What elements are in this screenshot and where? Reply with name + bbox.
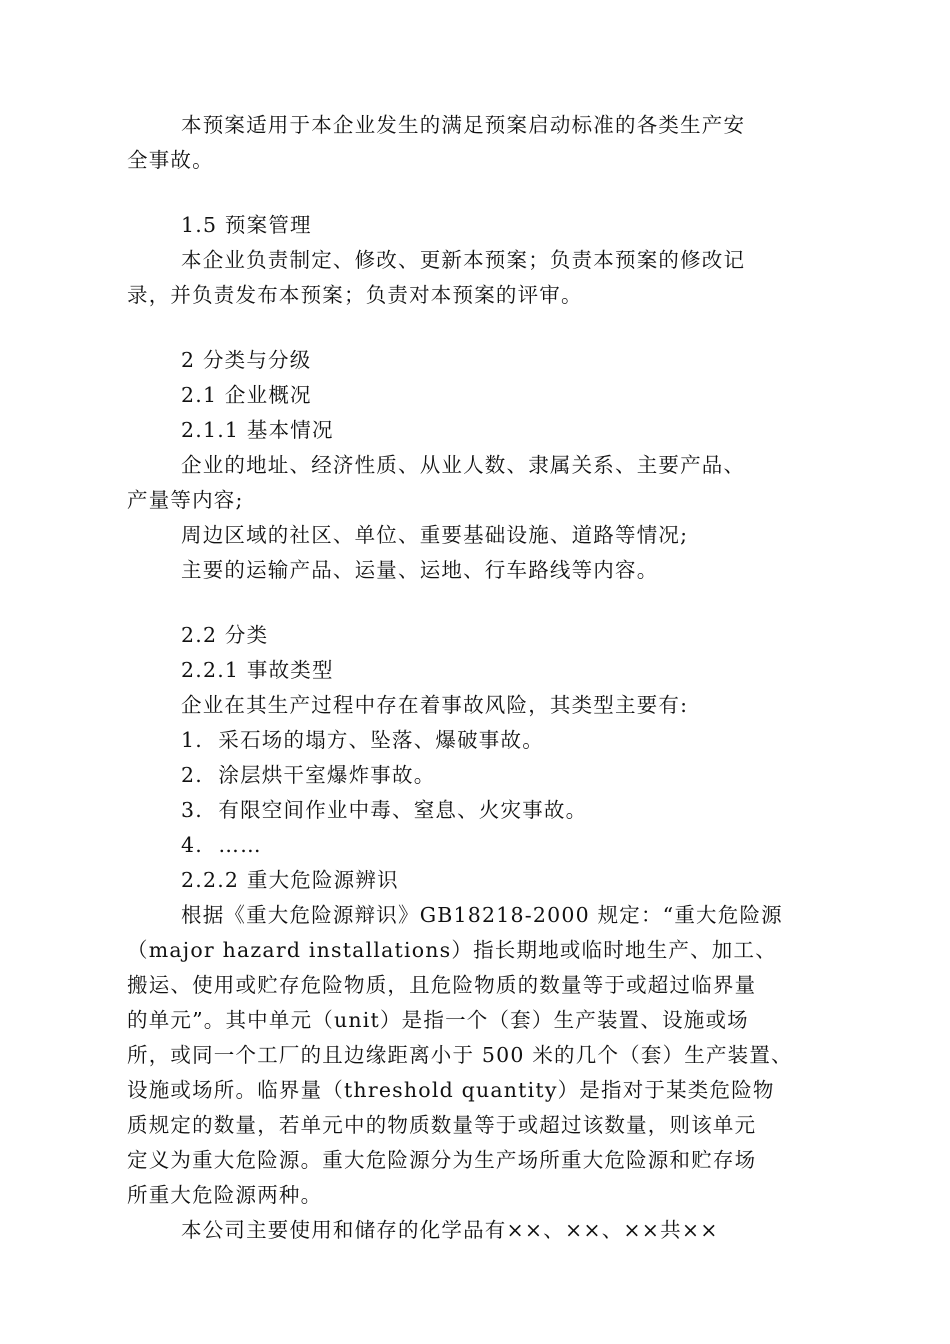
paragraph-line: 本企业负责制定、修改、更新本预案；负责本预案的修改记	[181, 248, 746, 272]
paragraph-line: 全事故。	[127, 148, 214, 172]
paragraph-line: 搬运、使用或贮存危险物质，且危险物质的数量等于或超过临界量	[127, 973, 757, 997]
paragraph-line: 质规定的数量，若单元中的物质数量等于或超过该数量，则该单元	[127, 1113, 757, 1137]
paragraph-line: 所重大危险源两种。	[127, 1183, 323, 1207]
section-heading-2-2-1: 2.2.1 事故类型	[181, 658, 334, 682]
paragraph-line: 产量等内容;	[127, 488, 244, 512]
spacer	[127, 588, 827, 618]
list-item: 3. 有限空间作业中毒、窒息、火灾事故。	[181, 798, 588, 822]
paragraph-line: 定义为重大危险源。重大危险源分为生产场所重大危险源和贮存场	[127, 1148, 757, 1172]
paragraph-line: 本公司主要使用和储存的化学品有××、××、××共××	[181, 1218, 719, 1242]
section-heading-2-2-2: 2.2.2 重大危险源辨识	[181, 868, 399, 892]
list-item: 1. 采石场的塌方、坠落、爆破事故。	[181, 728, 544, 752]
paragraph-line: 根据《重大危险源辩识》GB18218-2000 规定：“重大危险源	[181, 903, 783, 927]
section-heading-2: 2 分类与分级	[181, 348, 312, 372]
paragraph-line: 周边区域的社区、单位、重要基础设施、道路等情况;	[181, 523, 689, 547]
paragraph-line: 的单元”。其中单元（unit）是指一个（套）生产装置、设施或场	[127, 1008, 749, 1032]
section-heading-2-1-1: 2.1.1 基本情况	[181, 418, 334, 442]
list-item: 2. 涂层烘干室爆炸事故。	[181, 763, 436, 787]
paragraph-line: 本预案适用于本企业发生的满足预案启动标准的各类生产安	[181, 113, 746, 137]
section-heading-1-5: 1.5 预案管理	[181, 213, 312, 237]
paragraph-line: 所，或同一个工厂的且边缘距离小于 500 米的几个（套）生产装置、	[127, 1043, 793, 1067]
spacer	[127, 178, 827, 208]
paragraph-line: 企业的地址、经济性质、从业人数、隶属关系、主要产品、	[181, 453, 746, 477]
paragraph-line: 录，并负责发布本预案；负责对本预案的评审。	[127, 283, 583, 307]
paragraph-line: 主要的运输产品、运量、运地、行车路线等内容。	[181, 558, 659, 582]
paragraph-line: 企业在其生产过程中存在着事故风险，其类型主要有:	[181, 693, 689, 717]
section-heading-2-1: 2.1 企业概况	[181, 383, 312, 407]
spacer	[127, 313, 827, 343]
section-heading-2-2: 2.2 分类	[181, 623, 269, 647]
paragraph-line: （major hazard installations）指长期地或临时地生产、加工、	[127, 938, 777, 962]
document-page	[127, 108, 827, 1248]
list-item: 4. ……	[181, 833, 262, 857]
paragraph-line: 设施或场所。临界量（threshold quantity）是指对于某类危险物	[127, 1078, 775, 1102]
